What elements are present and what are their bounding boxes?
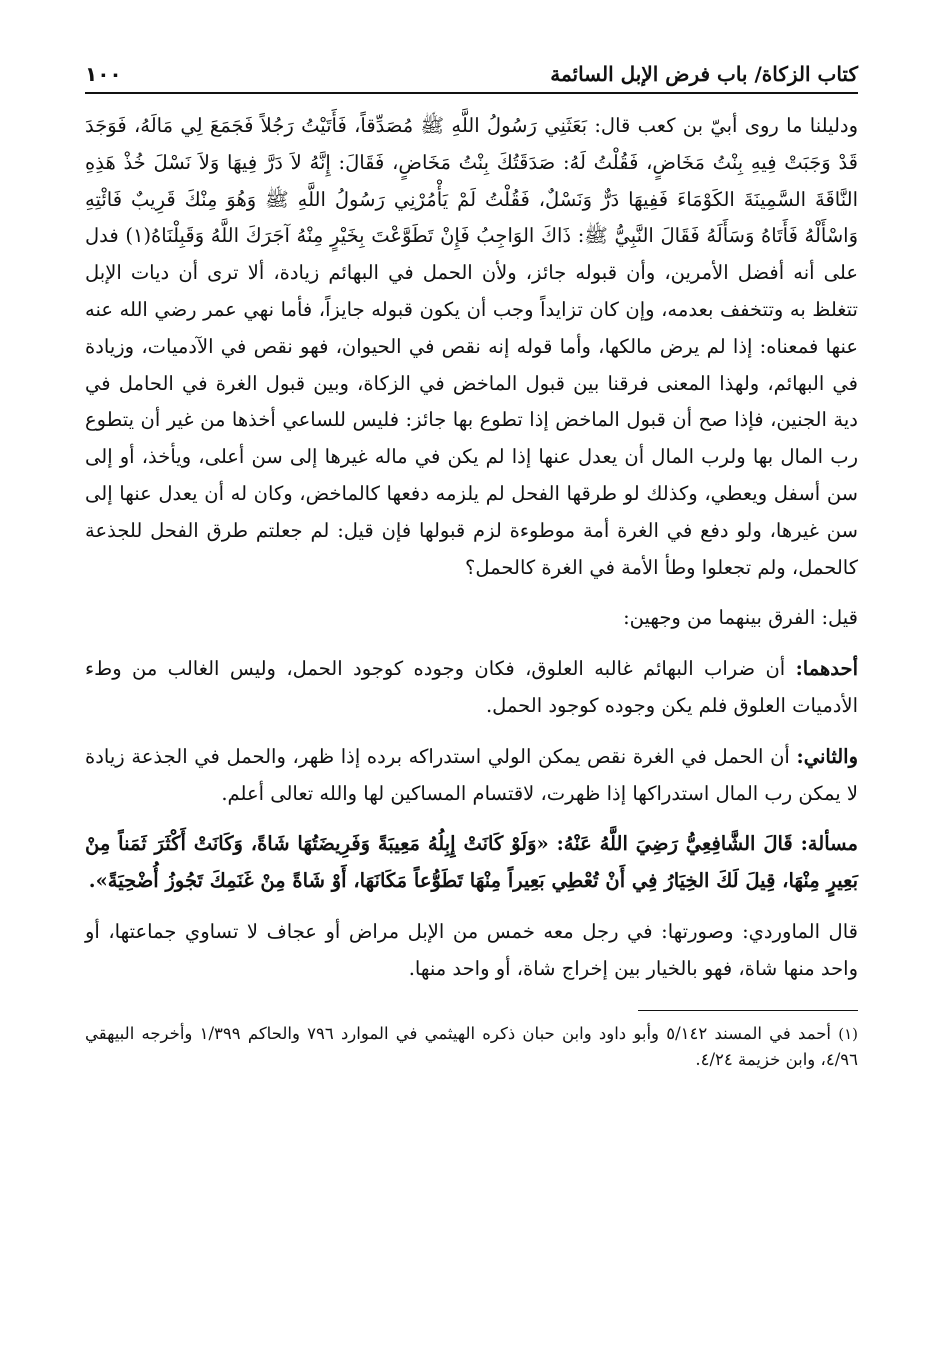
first-reason-label: أحدهما: — [795, 657, 858, 681]
paragraph-masala: مسألة: قَالَ الشَّافِعِيُّ رَضِيَ اللَّهُ عَنْهُ: «وَلَوْ كَانَتْ إِبِلُهُ مَعِيبَةً وَفَرِيضَتُهَا شَاةً، وَكَانَتْ أَكْثَرَ ثَمَناً مِنْ بَعِيرٍ مِنْهَا، قِيلَ لَكَ الخِيَارُ فِي أَنْ تُعْطِي بَعِيراً مِنْهَا تَطَوُّعاً مَكَانَهَا، أَوْ شَاةً مِنْ غَنَمِكَ تَجُوزُ أُضْحِيَةً». — [85, 832, 858, 893]
book-page — [85, 62, 858, 1073]
paragraph-answer: قيل: الفرق بينهما من وجهين: — [623, 606, 858, 630]
footnote-text: أحمد في المسند ٥/١٤٢ وأبو داود وابن حبان ذكره الهيثمي في الموارد ٧٩٦ والحاكم ١/٣٩٩ وأخرجه البيهقي ٤/٩٦، وابن خزيمة ٤/٢٤. — [85, 1023, 858, 1069]
paragraph-mawardi: قال الماوردي: وصورتها: في رجل معه خمس من الإبل مراض أو عجاف لا تساوي جماعتها، أو واحد منها شاة، فهو بالخيار بين إخراج شاة، أو واحد منها. — [85, 919, 858, 980]
running-title: كتاب الزكاة/ باب فرض الإبل السائمة — [550, 62, 858, 86]
page-number: ١٠٠ — [85, 62, 122, 86]
footnote-marker: (١) — [838, 1024, 859, 1043]
footnote-divider — [638, 1010, 858, 1011]
paragraph-first-reason: أحدهما: أن ضراب البهائم غالبه العلوق، فكان وجوده كوجود الحمل، وليس الغالب من وطء الأدميات العلوق فلم يكن وجوده كوجود الحمل. — [85, 657, 858, 717]
page-header — [85, 62, 858, 94]
masala-label: مسألة: قَالَ الشَّافِعِيُّ — [685, 832, 858, 856]
main-text — [85, 108, 858, 988]
footnotes — [85, 1021, 858, 1073]
paragraph-second-reason: والثاني: أن الحمل في الغرة نقص يمكن الولي استدراكه برده إذا ظهر، والحمل في الجذعة زيادة لا يمكن رب المال استدراكها إذا ظهرت، لاقتسام المساكين لها والله تعالى أعلم. — [85, 744, 858, 805]
footnote-1 — [85, 1021, 858, 1073]
second-reason-label: والثاني: — [796, 744, 858, 768]
paragraph-evidence: ودليلنا ما روى أبيّ بن كعب قال: بَعَثَنِي رَسُولُ اللَّهِ ﷺ مُصَدِّقاً، فَأَتَيْتُ رَجُلاً فَجَمَعَ لِي مَالَهُ، فَوَجَدَ قَدْ وَجَبَتْ فِيهِ بِنْتُ مَخَاضٍ، فَقُلْتُ لَهُ: صَدَقَتُكَ بِنْتُ مَخَاضٍ، فَقَالَ: إِنَّهُ لاَ دَرَّ فِيهَا وَلاَ نَسْلَ خُذْ هَذِهِ النَّاقَةَ السَّمِينَةَ الكَوْمَاءَ فَفِيهَا دَرٌّ وَنَسْلٌ، فَقُلْتُ لَمْ يَأْمُرْنِي رَسُولُ اللَّهِ ﷺ وَهُوَ مِنْكَ قَرِيبٌ فَائْتِهِ وَاسْأَلْهُ فَأَتَاهُ وَسَأَلَهُ فَقَالَ النَّبِيُّ ﷺ: ذَاكَ الوَاجِبُ فَإِنْ تَطَوَّعْتَ بِخَيْرٍ مِنْهُ آجَرَكَ اللَّهُ وَقَبِلْنَاهُ(١) فدل على أنه أفضل الأمرين، وأن قبوله جائز، ولأن الحمل في البهائم زيادة، ألا ترى أن ديات الإبل تتغلظ به وتتخفف بعدمه، وإن كان تزايداً وجب أن يكون قبوله جايزاً، فأما نهي عمر رضي الله عنه عنها فمعناه: إذا لم يرض مالكها، وأما قوله إنه نقص في الحيوان، فهو نقص في الآدميات، وزيادة في البهائم، ولهذا المعنى فرقنا بين قبول الماخض في الزكاة، وبين قبول الغرة في الحامل في دية الجنين، فإذا صح أن قبول الماخض إذا تطوع بها جائز: فليس للساعي أخذها من غير أن يتطوع رب المال بها ولرب المال أن يعدل عنها إذا لم يكن في ماله غيرها إلى سن أعلى، ويأخذ، أو إلى سن أسفل ويعطي، وكذلك لو طرقها الفحل لم يلزمه دفعها كالماخض، وكان له أن يعدل عنها إلى سن غيرها، ولو دفع في الغرة أمة موطوءة لزم قبولها فإن قيل: لم جعلتم طرق الفحل للجذعة كالحمل، ولم تجعلوا وطأ الأمة في الغرة كالحمل؟ — [85, 114, 859, 579]
